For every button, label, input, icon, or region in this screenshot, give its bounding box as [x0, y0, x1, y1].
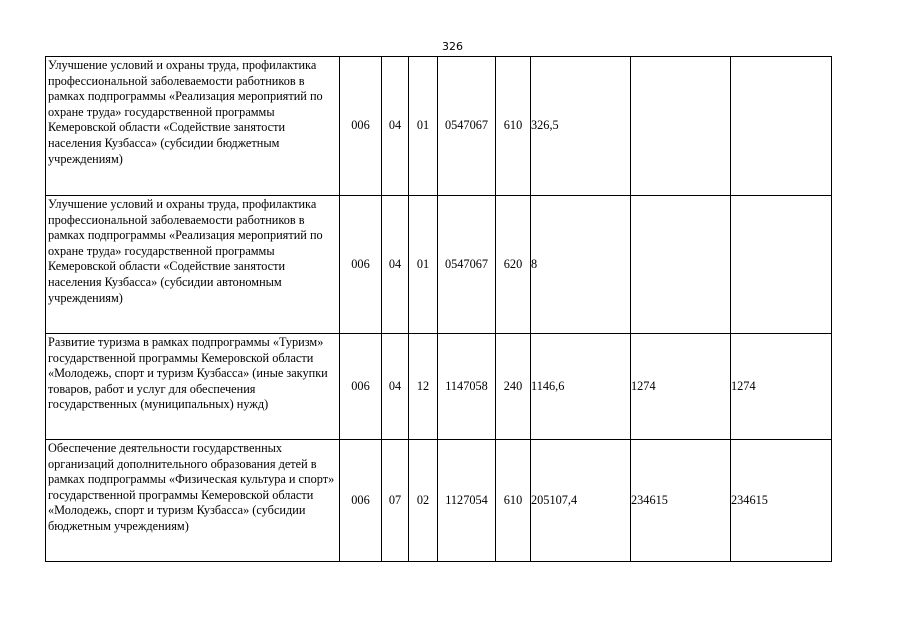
expense-type-cell: 620	[496, 196, 531, 334]
section-code-cell: 04	[382, 334, 409, 440]
target-article-cell: 1147058	[438, 334, 496, 440]
description-cell: Развитие туризма в рамках подпрограммы «Туризм» государственной программы Кемеровской области «Молодежь, спорт и туризм Кузбасса» (иные закупки товаров, работ и услуг для обеспечения государственных (муниципальных) нужд)	[46, 334, 340, 440]
target-article-cell: 1127054	[438, 440, 496, 562]
table-row	[46, 57, 832, 196]
ministry-code-cell: 006	[340, 334, 382, 440]
expense-type-cell: 610	[496, 57, 531, 196]
subsection-code-cell: 02	[409, 440, 438, 562]
amount-1-cell: 8	[531, 196, 631, 334]
subsection-code-cell: 12	[409, 334, 438, 440]
page-number: 326	[442, 40, 463, 53]
amount-1-cell: 205107,4	[531, 440, 631, 562]
subsection-code-cell: 01	[409, 196, 438, 334]
amount-3-cell: 234615	[731, 440, 832, 562]
expense-type-cell: 240	[496, 334, 531, 440]
section-code-cell: 07	[382, 440, 409, 562]
section-code-cell: 04	[382, 196, 409, 334]
expense-type-cell: 610	[496, 440, 531, 562]
amount-3-cell	[731, 57, 832, 196]
description-cell: Улучшение условий и охраны труда, профилактика профессиональной заболеваемости работников в рамках подпрограммы «Реализация мероприятий по охране труда» государственной программы Кемеровской области «Содействие занятости населения Кузбасса» (субсидии автономным учреждениям)	[46, 196, 340, 334]
table-row	[46, 334, 832, 440]
amount-1-cell: 1146,6	[531, 334, 631, 440]
description-cell: Улучшение условий и охраны труда, профилактика профессиональной заболеваемости работников в рамках подпрограммы «Реализация мероприятий по охране труда» государственной программы Кемеровской области «Содействие занятости населения Кузбасса» (субсидии бюджетным учреждениям)	[46, 57, 340, 196]
amount-2-cell	[631, 57, 731, 196]
table-row	[46, 196, 832, 334]
amount-2-cell	[631, 196, 731, 334]
amount-1-cell: 326,5	[531, 57, 631, 196]
ministry-code-cell: 006	[340, 57, 382, 196]
target-article-cell: 0547067	[438, 57, 496, 196]
amount-2-cell: 1274	[631, 334, 731, 440]
amount-3-cell: 1274	[731, 334, 832, 440]
table-row	[46, 440, 832, 562]
ministry-code-cell: 006	[340, 440, 382, 562]
ministry-code-cell: 006	[340, 196, 382, 334]
subsection-code-cell: 01	[409, 57, 438, 196]
amount-3-cell	[731, 196, 832, 334]
target-article-cell: 0547067	[438, 196, 496, 334]
amount-2-cell: 234615	[631, 440, 731, 562]
budget-table	[45, 56, 832, 562]
section-code-cell: 04	[382, 57, 409, 196]
description-cell: Обеспечение деятельности государственных организаций дополнительного образования детей в рамках подпрограммы «Физическая культура и спорт» государственной программы Кемеровской области «Молодежь, спорт и туризм Кузбасса» (субсидии бюджетным учреждениям)	[46, 440, 340, 562]
